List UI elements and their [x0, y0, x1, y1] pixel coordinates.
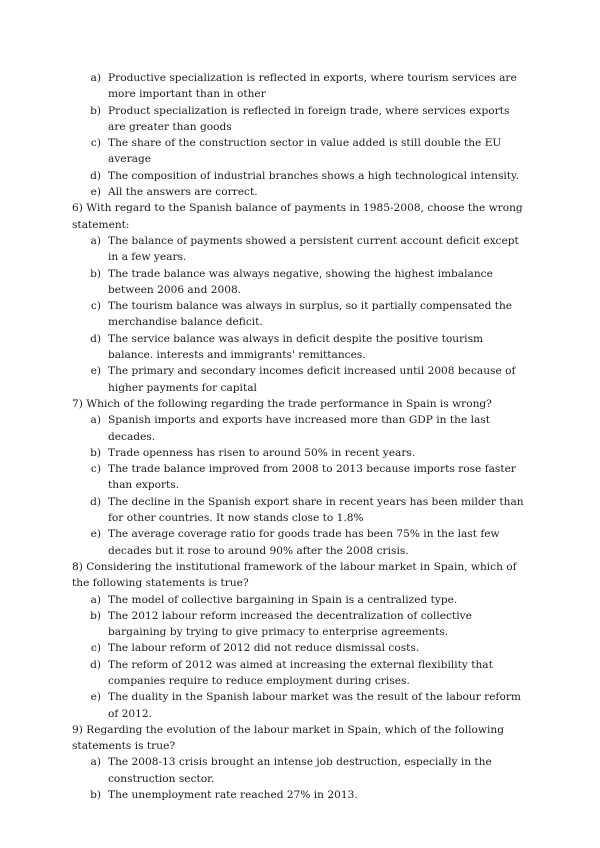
option-text: The trade balance improved from 2008 to 2013 because imports rose faster than exports. — [108, 463, 516, 492]
option-text: The share of the construction sector in value added is still double the EU average — [108, 137, 502, 166]
answer-option — [72, 608, 530, 641]
answer-option — [72, 787, 530, 803]
option-text: The average coverage ratio for goods trade has been 75% in the last few decades but it rose to around 90% after the 2008 crisis. — [108, 528, 500, 557]
question-text: 7) Which of the following regarding the trade performance in Spain is wrong? — [72, 397, 492, 410]
answer-option — [72, 70, 530, 103]
answer-option — [72, 298, 530, 331]
answer-option — [72, 461, 530, 494]
answer-option — [72, 657, 530, 690]
option-text: The tourism balance was always in surplus, so it partially compensated the merchandise balance deficit. — [108, 300, 513, 329]
answer-option — [72, 412, 530, 445]
option-text: Trade openness has risen to around 50% in recent years. — [108, 446, 416, 459]
option-letter: d) — [90, 495, 101, 508]
answer-option — [72, 689, 530, 722]
question-list — [72, 70, 530, 803]
option-letter: a) — [90, 234, 101, 247]
option-letter: e) — [90, 365, 101, 378]
option-letter: b) — [90, 609, 101, 622]
option-text: The decline in the Spanish export share in recent years has been milder than for other countries. It now stands close to 1.8% — [108, 495, 524, 525]
option-letter: c) — [90, 300, 101, 313]
option-text: The composition of industrial branches shows a high technological intensity. — [108, 169, 519, 182]
answer-option — [72, 135, 530, 168]
answer-option — [72, 363, 530, 396]
option-text: The labour reform of 2012 did not reduce dismissal costs. — [108, 642, 420, 655]
answer-option — [72, 103, 530, 136]
question-text: 9) Regarding the evolution of the labour market in Spain, which of the following statements is true? — [72, 723, 504, 753]
option-text: The primary and secondary incomes deficit increased until 2008 because of higher payments for capital — [108, 365, 516, 394]
option-text: The 2008-13 crisis brought an intense job destruction, especially in the construction sector. — [108, 756, 492, 785]
answer-option — [72, 184, 530, 200]
answer-option — [72, 266, 530, 299]
option-text: The service balance was always in deficit despite the positive tourism balance. interests and immigrants' remittances. — [108, 332, 484, 362]
answer-option — [72, 331, 530, 364]
option-text: The duality in the Spanish labour market was the result of the labour reform of 2012. — [108, 691, 521, 720]
option-text: Productive specialization is reflected in exports, where tourism services are more important than in other — [108, 72, 517, 101]
option-letter: b) — [90, 104, 101, 117]
option-letter: d) — [90, 332, 101, 345]
option-text: Spanish imports and exports have increased more than GDP in the last decades. — [108, 414, 490, 443]
option-letter: a) — [90, 72, 101, 84]
answer-option — [72, 526, 530, 559]
option-letter: e) — [90, 691, 101, 704]
answer-option — [72, 445, 530, 461]
answer-option — [72, 754, 530, 787]
option-text: The unemployment rate reached 27% in 2013. — [108, 789, 358, 802]
option-text: The reform of 2012 was aimed at increasing the external flexibility that companies require to reduce employment during crises. — [108, 658, 493, 687]
option-letter: d) — [90, 658, 101, 671]
option-text: The 2012 labour reform increased the decentralization of collective bargaining by trying to give primacy to enterprise agreements. — [108, 609, 472, 639]
option-letter: b) — [90, 267, 101, 280]
option-letter: e) — [90, 528, 101, 541]
question-text: 6) With regard to the Spanish balance of payments in 1985-2008, choose the wrong statement: — [72, 202, 523, 231]
option-letter: b) — [90, 789, 101, 802]
option-text: Product specialization is reflected in foreign trade, where services exports are greater than goods — [108, 104, 510, 133]
option-text: The balance of payments showed a persistent current account deficit except in a few years. — [108, 234, 519, 264]
answer-option — [72, 233, 530, 266]
option-letter: c) — [90, 137, 101, 150]
option-text: All the answers are correct. — [108, 186, 258, 199]
option-letter: e) — [90, 186, 101, 199]
answer-option — [72, 640, 530, 656]
answer-option — [72, 494, 530, 527]
option-letter: b) — [90, 446, 101, 459]
option-letter: d) — [90, 169, 101, 182]
option-letter: c) — [90, 463, 101, 476]
option-text: The model of collective bargaining in Spain is a centralized type. — [108, 593, 458, 606]
option-letter: a) — [90, 756, 101, 769]
option-text: The trade balance was always negative, showing the highest imbalance between 2006 and 2008. — [108, 267, 493, 296]
answer-option — [72, 168, 530, 184]
answer-option — [72, 592, 530, 608]
option-letter: a) — [90, 414, 101, 427]
question-text: 8) Considering the institutional framework of the labour market in Spain, which of the following statements is true? — [72, 560, 517, 590]
option-letter: c) — [90, 642, 101, 655]
option-letter: a) — [90, 593, 101, 606]
